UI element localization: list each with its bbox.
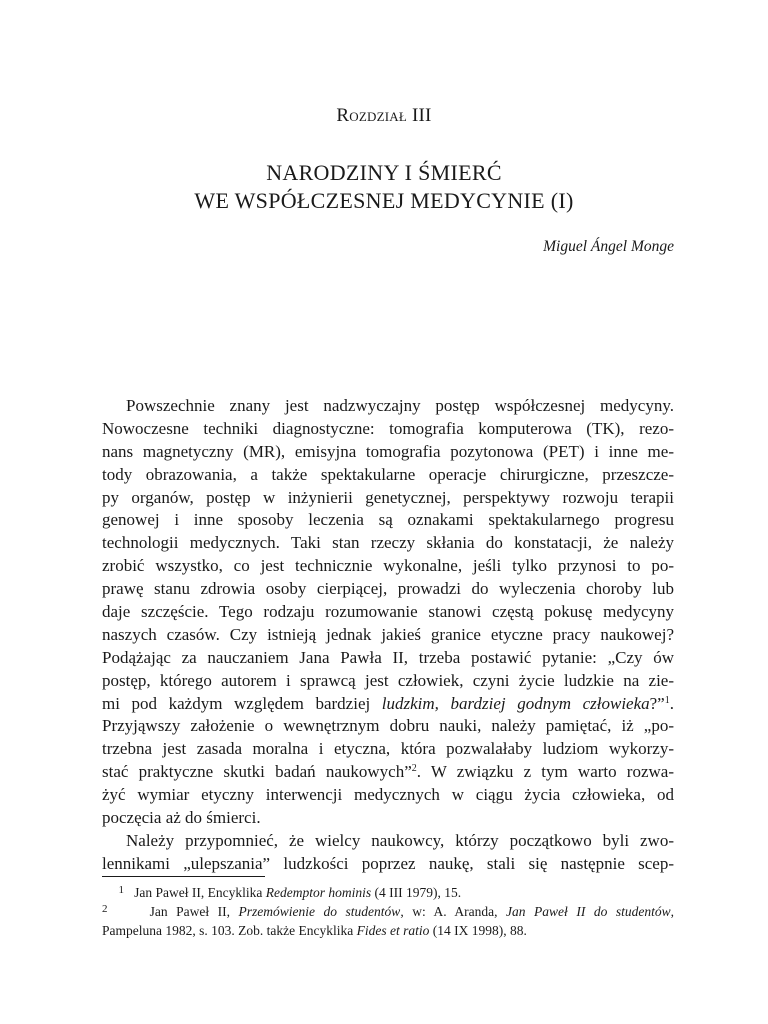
footnote-title: Redemptor hominis [265,885,372,900]
body-line: Nowoczesne techniki diagnostyczne: tomografia komputerowa (TK), rezo- [102,418,674,438]
body-text-span: ?” [649,693,665,713]
body-line: Powszechnie znany jest nadzwyczajny postęp współczesnej medycyny. [126,396,674,415]
footnote-2-continued [102,921,674,940]
footnote-2: 2 Jan Paweł II, Przemówienie do studentów, w: A. Aranda, Jan Paweł II do studentów, [102,903,674,919]
footnote-text: (14 IX 1998), 88. [429,923,527,938]
body-line: genowej i inne sposoby leczenia są oznakami spektakularnego progresu [102,510,674,530]
body-text-span: . [669,693,674,713]
chapter-title-line-1: NARODZINY I ŚMIERĆ [266,160,502,185]
body-line: lennikami „ulepszania” ludzkości poprzez naukę, stali się następnie scep- [102,853,674,873]
body-line: postęp, którego autorem i sprawcą jest człowiek, czyni życie ludzkie na zie- [102,670,674,690]
body-line: naszych czasów. Czy istnieją jednak jakieś granice etyczne pracy naukowej? [102,624,674,644]
footnote-1: 1 Jan Paweł II, Encyklika Redemptor hominis (4 III 1979), 15. [118,884,462,900]
body-line [102,761,674,784]
footnote-ref-2[interactable]: 2 [411,763,417,775]
body-line: prawę stanu zdrowia osoby cierpiącej, prowadzi do wyleczenia choroby lub [102,579,674,599]
body-line: trzebna jest zasada moralna i etyczna, która pozwalałaby ludziom wykorzy- [102,739,674,759]
chapter-number: III [411,105,432,126]
emphasized-text: ludzkim, bardziej godnym człowieka [381,693,650,713]
body-line: poczęcia aż do śmierci. [102,808,261,828]
footnote-divider [102,876,265,877]
footnote-text: Pampeluna 1982, s. 103. Zob. także Encyklika [102,923,357,938]
chapter-heading [0,105,768,127]
footnote-text: , w: A. Aranda, [400,904,507,919]
chapter-title [0,159,768,215]
body-line: technologii medycznych. Taki stan rzeczy skłania do konstatacji, że należy [102,533,674,553]
body-text-span: . W związku z tym warto rozwa- [416,762,674,782]
body-text-span: mi pod każdym względem bardziej [102,693,382,713]
chapter-title-line-2: WE WSPÓŁCZESNEJ MEDYCYNIE (I) [194,188,574,213]
footnotes [102,883,674,940]
footnote-text: Jan Paweł II, Encyklika [134,885,266,900]
body-line: daje szczęście. Tego rodzaju rozumowanie stanowi częstą pokusę medycyny [102,602,674,622]
body-line: py organów, postęp w inżynierii genetycznej, perspektywy rozwoju terapii [102,487,674,507]
body-line: Przyjąwszy założenie o wewnętrznym dobru nauki, należy pamiętać, iż „po- [102,716,674,736]
body-line: tody obrazowania, a także spektakularne operacje chirurgiczne, przeszcze- [102,464,674,484]
author-name: Miguel Ángel Monge [543,238,674,255]
body-line: żyć wymiar etyczny interwencji medycznych w ciągu życia człowieka, od [102,785,674,805]
chapter-label: Rozdział [336,105,408,126]
body-line: Należy przypomnieć, że wielcy naukowcy, którzy początkowo byli zwo- [126,830,674,850]
body-text-span: stać praktyczne skutki badań naukowych” [102,762,412,782]
body-line: Podążając za nauczaniem Jana Pawła II, trzeba postawić pytanie: „Czy ów [102,647,674,667]
footnote-title: Fides et ratio [356,923,430,938]
footnote-title: Jan Paweł II do studentów [506,904,671,919]
body-text [102,395,674,876]
body-line: zrobić wszystko, co jest technicznie wykonalne, jeśli tylko przynosi to po- [102,556,674,576]
footnote-text: , [670,904,674,919]
footnote-text: Jan Paweł II, [149,904,239,919]
body-line: nans magnetyczny (MR), emisyjna tomografia pozytonowa (PET) i inne me- [102,441,674,461]
body-line [102,693,674,716]
footnote-text: (4 III 1979), 15. [371,885,462,900]
footnote-title: Przemówienie do studentów [238,904,401,919]
footnote-ref-1[interactable]: 1 [664,694,670,706]
